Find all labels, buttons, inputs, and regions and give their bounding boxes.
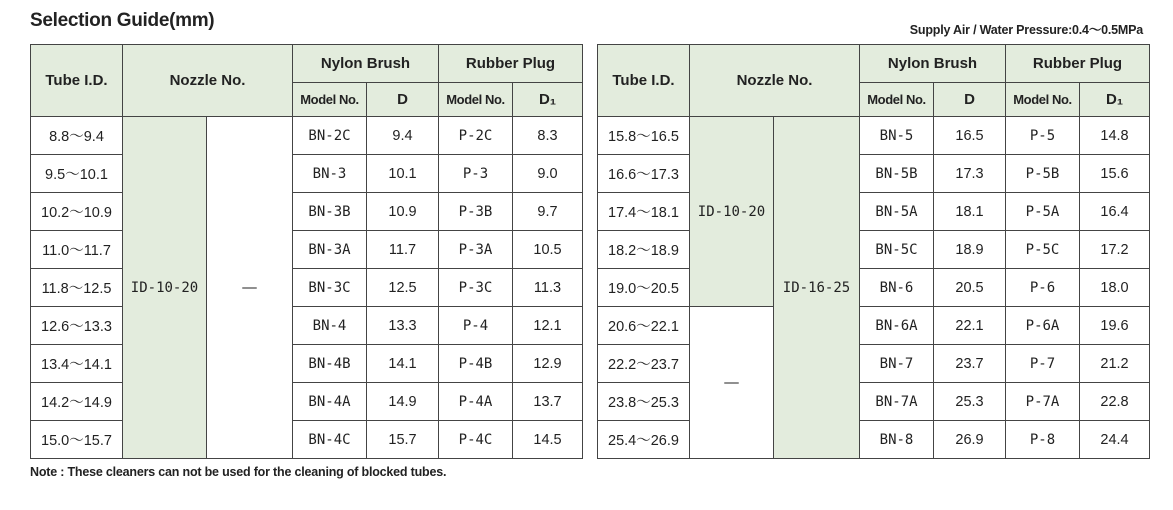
plug-d1-cell: 14.8	[1080, 117, 1150, 155]
brush-model-no-header: Model No.	[860, 83, 934, 117]
tube-id-cell: 20.6～22.1	[598, 307, 690, 345]
table-row	[31, 117, 583, 155]
brush-model-cell: BN-8	[860, 421, 934, 459]
table-row	[598, 269, 1150, 307]
header-row	[31, 45, 583, 83]
tube-id-cell: 23.8～25.3	[598, 383, 690, 421]
brush-d-cell: 18.9	[934, 231, 1006, 269]
tube-id-cell: 10.2～10.9	[31, 193, 123, 231]
plug-model-cell: P-8	[1006, 421, 1080, 459]
plug-d1-cell: 9.0	[513, 155, 583, 193]
brush-model-cell: BN-5A	[860, 193, 934, 231]
nozzle-cell: —	[207, 117, 293, 459]
brush-d-cell: 20.5	[934, 269, 1006, 307]
plug-d1-cell: 11.3	[513, 269, 583, 307]
plug-d1-cell: 12.1	[513, 307, 583, 345]
tube-id-header: Tube I.D.	[598, 45, 690, 117]
brush-model-cell: BN-3	[293, 155, 367, 193]
brush-model-cell: BN-4	[293, 307, 367, 345]
brush-model-no-header: Model No.	[293, 83, 367, 117]
selection-table-right	[597, 44, 1150, 459]
brush-d-cell: 14.9	[367, 383, 439, 421]
brush-model-cell: BN-6A	[860, 307, 934, 345]
plug-d1-header: D₁	[513, 83, 583, 117]
brush-model-cell: BN-2C	[293, 117, 367, 155]
footnote: Note : These cleaners can not be used for the cleaning of blocked tubes.	[30, 465, 447, 479]
table-row	[31, 269, 583, 307]
plug-d1-cell: 17.2	[1080, 231, 1150, 269]
brush-d-cell: 11.7	[367, 231, 439, 269]
brush-d-cell: 18.1	[934, 193, 1006, 231]
plug-d1-cell: 21.2	[1080, 345, 1150, 383]
plug-d1-cell: 22.8	[1080, 383, 1150, 421]
plug-model-cell: P-3B	[439, 193, 513, 231]
tube-id-cell: 16.6～17.3	[598, 155, 690, 193]
plug-model-cell: P-5C	[1006, 231, 1080, 269]
selection-table-left	[30, 44, 583, 459]
tube-id-cell: 18.2～18.9	[598, 231, 690, 269]
tube-id-cell: 14.2～14.9	[31, 383, 123, 421]
brush-d-cell: 26.9	[934, 421, 1006, 459]
table-row	[31, 421, 583, 459]
tube-id-cell: 11.0～11.7	[31, 231, 123, 269]
plug-model-no-header: Model No.	[1006, 83, 1080, 117]
plug-d1-cell: 14.5	[513, 421, 583, 459]
page-title: Selection Guide(mm)	[30, 10, 215, 31]
tube-id-cell: 22.2～23.7	[598, 345, 690, 383]
plug-model-cell: P-4	[439, 307, 513, 345]
tube-id-header: Tube I.D.	[31, 45, 123, 117]
brush-d-cell: 12.5	[367, 269, 439, 307]
table-row	[31, 307, 583, 345]
tube-id-cell: 8.8～9.4	[31, 117, 123, 155]
plug-model-cell: P-3C	[439, 269, 513, 307]
plug-d1-cell: 10.5	[513, 231, 583, 269]
brush-model-cell: BN-5C	[860, 231, 934, 269]
brush-d-cell: 10.9	[367, 193, 439, 231]
table-row	[598, 345, 1150, 383]
plug-model-cell: P-3	[439, 155, 513, 193]
table-row	[598, 155, 1150, 193]
brush-model-cell: BN-6	[860, 269, 934, 307]
table-row	[598, 117, 1150, 155]
plug-d1-header: D₁	[1080, 83, 1150, 117]
brush-d-cell: 22.1	[934, 307, 1006, 345]
table-row	[31, 155, 583, 193]
plug-model-cell: P-2C	[439, 117, 513, 155]
plug-d1-cell: 8.3	[513, 117, 583, 155]
brush-model-cell: BN-4C	[293, 421, 367, 459]
plug-model-cell: P-4B	[439, 345, 513, 383]
brush-model-cell: BN-5	[860, 117, 934, 155]
nozzle-cell: —	[690, 307, 774, 459]
tube-id-cell: 15.8～16.5	[598, 117, 690, 155]
table-row	[598, 383, 1150, 421]
plug-d1-cell: 9.7	[513, 193, 583, 231]
plug-model-cell: P-5	[1006, 117, 1080, 155]
plug-model-cell: P-4A	[439, 383, 513, 421]
table-row	[31, 231, 583, 269]
tube-id-cell: 12.6～13.3	[31, 307, 123, 345]
table-row	[31, 345, 583, 383]
brush-d-cell: 15.7	[367, 421, 439, 459]
brush-d-cell: 9.4	[367, 117, 439, 155]
brush-d-cell: 17.3	[934, 155, 1006, 193]
header-row	[598, 45, 1150, 83]
brush-d-header: D	[367, 83, 439, 117]
tube-id-cell: 11.8～12.5	[31, 269, 123, 307]
plug-d1-cell: 16.4	[1080, 193, 1150, 231]
plug-model-cell: P-3A	[439, 231, 513, 269]
plug-d1-cell: 13.7	[513, 383, 583, 421]
tube-id-cell: 15.0～15.7	[31, 421, 123, 459]
nylon-brush-header: Nylon Brush	[293, 45, 439, 83]
table-row	[598, 421, 1150, 459]
pressure-note: Supply Air / Water Pressure:0.4～0.5MPa	[909, 23, 1143, 37]
brush-model-cell: BN-3B	[293, 193, 367, 231]
brush-model-cell: BN-5B	[860, 155, 934, 193]
tube-id-cell: 13.4～14.1	[31, 345, 123, 383]
plug-model-cell: P-7	[1006, 345, 1080, 383]
brush-model-cell: BN-3A	[293, 231, 367, 269]
brush-d-cell: 14.1	[367, 345, 439, 383]
brush-d-cell: 13.3	[367, 307, 439, 345]
tube-id-cell: 25.4～26.9	[598, 421, 690, 459]
plug-d1-cell: 24.4	[1080, 421, 1150, 459]
nozzle-no-header: Nozzle No.	[123, 45, 293, 117]
brush-d-cell: 25.3	[934, 383, 1006, 421]
tube-id-cell: 17.4～18.1	[598, 193, 690, 231]
brush-d-cell: 23.7	[934, 345, 1006, 383]
rubber-plug-header: Rubber Plug	[1006, 45, 1150, 83]
brush-model-cell: BN-4A	[293, 383, 367, 421]
plug-d1-cell: 12.9	[513, 345, 583, 383]
plug-model-cell: P-5A	[1006, 193, 1080, 231]
plug-d1-cell: 18.0	[1080, 269, 1150, 307]
brush-d-cell: 16.5	[934, 117, 1006, 155]
nozzle-no-header: Nozzle No.	[690, 45, 860, 117]
plug-model-cell: P-4C	[439, 421, 513, 459]
plug-d1-cell: 19.6	[1080, 307, 1150, 345]
rubber-plug-header: Rubber Plug	[439, 45, 583, 83]
plug-model-cell: P-6	[1006, 269, 1080, 307]
brush-model-cell: BN-3C	[293, 269, 367, 307]
brush-model-cell: BN-7A	[860, 383, 934, 421]
tube-id-cell: 9.5～10.1	[31, 155, 123, 193]
plug-model-cell: P-6A	[1006, 307, 1080, 345]
plug-model-no-header: Model No.	[439, 83, 513, 117]
nylon-brush-header: Nylon Brush	[860, 45, 1006, 83]
plug-model-cell: P-7A	[1006, 383, 1080, 421]
table-row	[598, 231, 1150, 269]
nozzle-cell: ID-10-20	[123, 117, 207, 459]
brush-model-cell: BN-7	[860, 345, 934, 383]
nozzle-cell: ID-10-20	[690, 117, 774, 307]
table-row	[598, 193, 1150, 231]
table-row	[598, 307, 1150, 345]
brush-model-cell: BN-4B	[293, 345, 367, 383]
plug-d1-cell: 15.6	[1080, 155, 1150, 193]
brush-d-cell: 10.1	[367, 155, 439, 193]
table-row	[31, 193, 583, 231]
brush-d-header: D	[934, 83, 1006, 117]
plug-model-cell: P-5B	[1006, 155, 1080, 193]
tube-id-cell: 19.0～20.5	[598, 269, 690, 307]
table-row	[31, 383, 583, 421]
nozzle-cell: ID-16-25	[774, 117, 860, 459]
